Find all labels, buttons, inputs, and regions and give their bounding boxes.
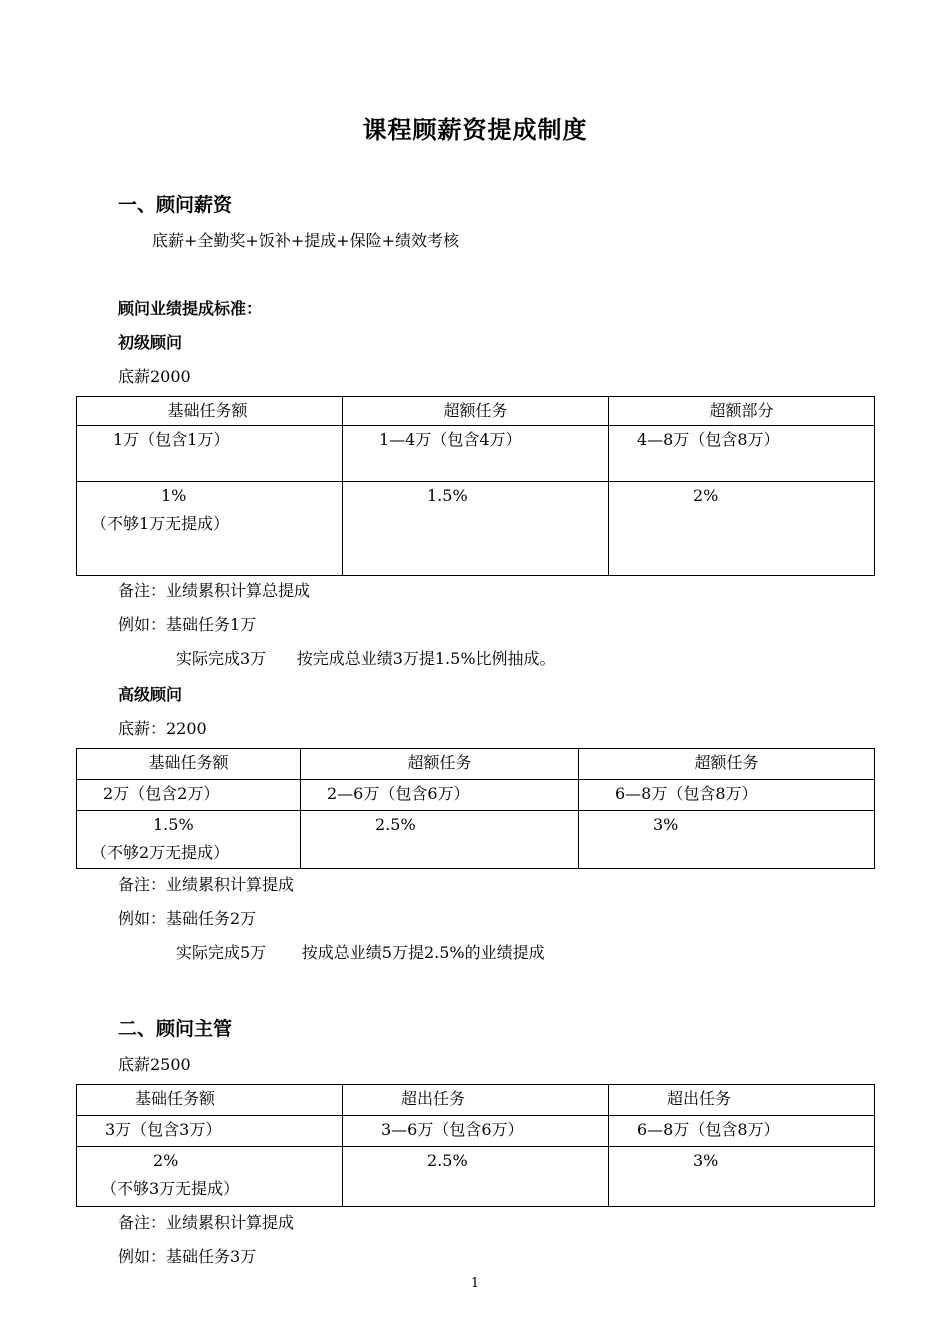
header-over-task-2: 超额任务	[579, 749, 875, 780]
rate-note: （不够3万无提成）	[101, 1179, 240, 1198]
table-row-rates	[77, 482, 875, 576]
range-cell: 3万（包含3万）	[77, 1116, 343, 1147]
header-exceed-task-2: 超出任务	[609, 1085, 875, 1116]
header-over-part: 超额部分	[609, 397, 875, 426]
senior-example-label: 例如：基础任务2万	[118, 909, 257, 928]
senior-commission-table	[76, 748, 875, 869]
range-cell: 6—8万（包含8万）	[579, 780, 875, 811]
header-base-task: 基础任务额	[77, 397, 343, 426]
header-exceed-task: 超出任务	[343, 1085, 609, 1116]
standard-heading: 顾问业绩提成标准：	[118, 299, 263, 318]
rate-cell	[77, 482, 343, 576]
table-row-rates	[77, 811, 875, 869]
table-row-ranges	[77, 780, 875, 811]
header-over-task: 超额任务	[343, 397, 609, 426]
junior-base-salary: 底薪2000	[118, 367, 191, 386]
table-header-row	[77, 1085, 875, 1116]
supervisor-example-label: 例如：基础任务3万	[118, 1247, 257, 1266]
senior-note: 备注：业绩累积计算提成	[118, 875, 295, 894]
page-title: 课程顾薪资提成制度	[362, 115, 588, 144]
rate-cell	[77, 1147, 343, 1207]
range-cell: 1万（包含1万）	[77, 426, 343, 482]
range-cell: 2—6万（包含6万）	[301, 780, 579, 811]
header-base-task: 基础任务额	[77, 749, 301, 780]
rate-cell: 3%	[609, 1147, 875, 1207]
salary-formula: 底薪+全勤奖+饭补+提成+保险+绩效考核	[152, 231, 460, 250]
rate-cell: 3%	[579, 811, 875, 869]
rate-cell: 2.5%	[343, 1147, 609, 1207]
rate-note: （不够1万无提成）	[91, 514, 230, 533]
table-row-ranges	[77, 426, 875, 482]
range-cell: 6—8万（包含8万）	[609, 1116, 875, 1147]
range-cell: 4—8万（包含8万）	[609, 426, 875, 482]
table-row-rates	[77, 1147, 875, 1207]
table-header-row	[77, 397, 875, 426]
supervisor-commission-table	[76, 1084, 875, 1207]
junior-heading: 初级顾问	[118, 333, 183, 352]
rate-cell: 2%	[609, 482, 875, 576]
supervisor-base-salary: 底薪2500	[118, 1055, 191, 1074]
section2-heading: 二、顾问主管	[118, 1018, 233, 1040]
rate-value: 1.5%	[153, 815, 194, 834]
junior-commission-table	[76, 396, 875, 576]
header-base-task: 基础任务额	[77, 1085, 343, 1116]
table-row-ranges	[77, 1116, 875, 1147]
senior-heading: 高级顾问	[118, 685, 183, 704]
rate-note: （不够2万无提成）	[91, 843, 230, 862]
range-cell: 3—6万（包含6万）	[343, 1116, 609, 1147]
senior-base-salary: 底薪：2200	[118, 719, 207, 738]
header-over-task: 超额任务	[301, 749, 579, 780]
table-header-row	[77, 749, 875, 780]
section1-heading: 一、顾问薪资	[118, 194, 233, 216]
junior-example-label: 例如：基础任务1万	[118, 615, 257, 634]
rate-cell: 1.5%	[343, 482, 609, 576]
range-cell: 1—4万（包含4万）	[343, 426, 609, 482]
senior-example-detail: 实际完成5万 按成总业绩5万提2.5%的业绩提成	[176, 943, 545, 962]
junior-example-detail: 实际完成3万 按完成总业绩3万提1.5%比例抽成。	[176, 649, 556, 668]
range-cell: 2万（包含2万）	[77, 780, 301, 811]
junior-note: 备注：业绩累积计算总提成	[118, 581, 311, 600]
rate-value: 1%	[161, 486, 187, 505]
rate-value: 2%	[153, 1151, 179, 1170]
rate-cell	[77, 811, 301, 869]
rate-cell: 2.5%	[301, 811, 579, 869]
supervisor-note: 备注：业绩累积计算提成	[118, 1213, 295, 1232]
page-number: 1	[470, 1276, 480, 1291]
